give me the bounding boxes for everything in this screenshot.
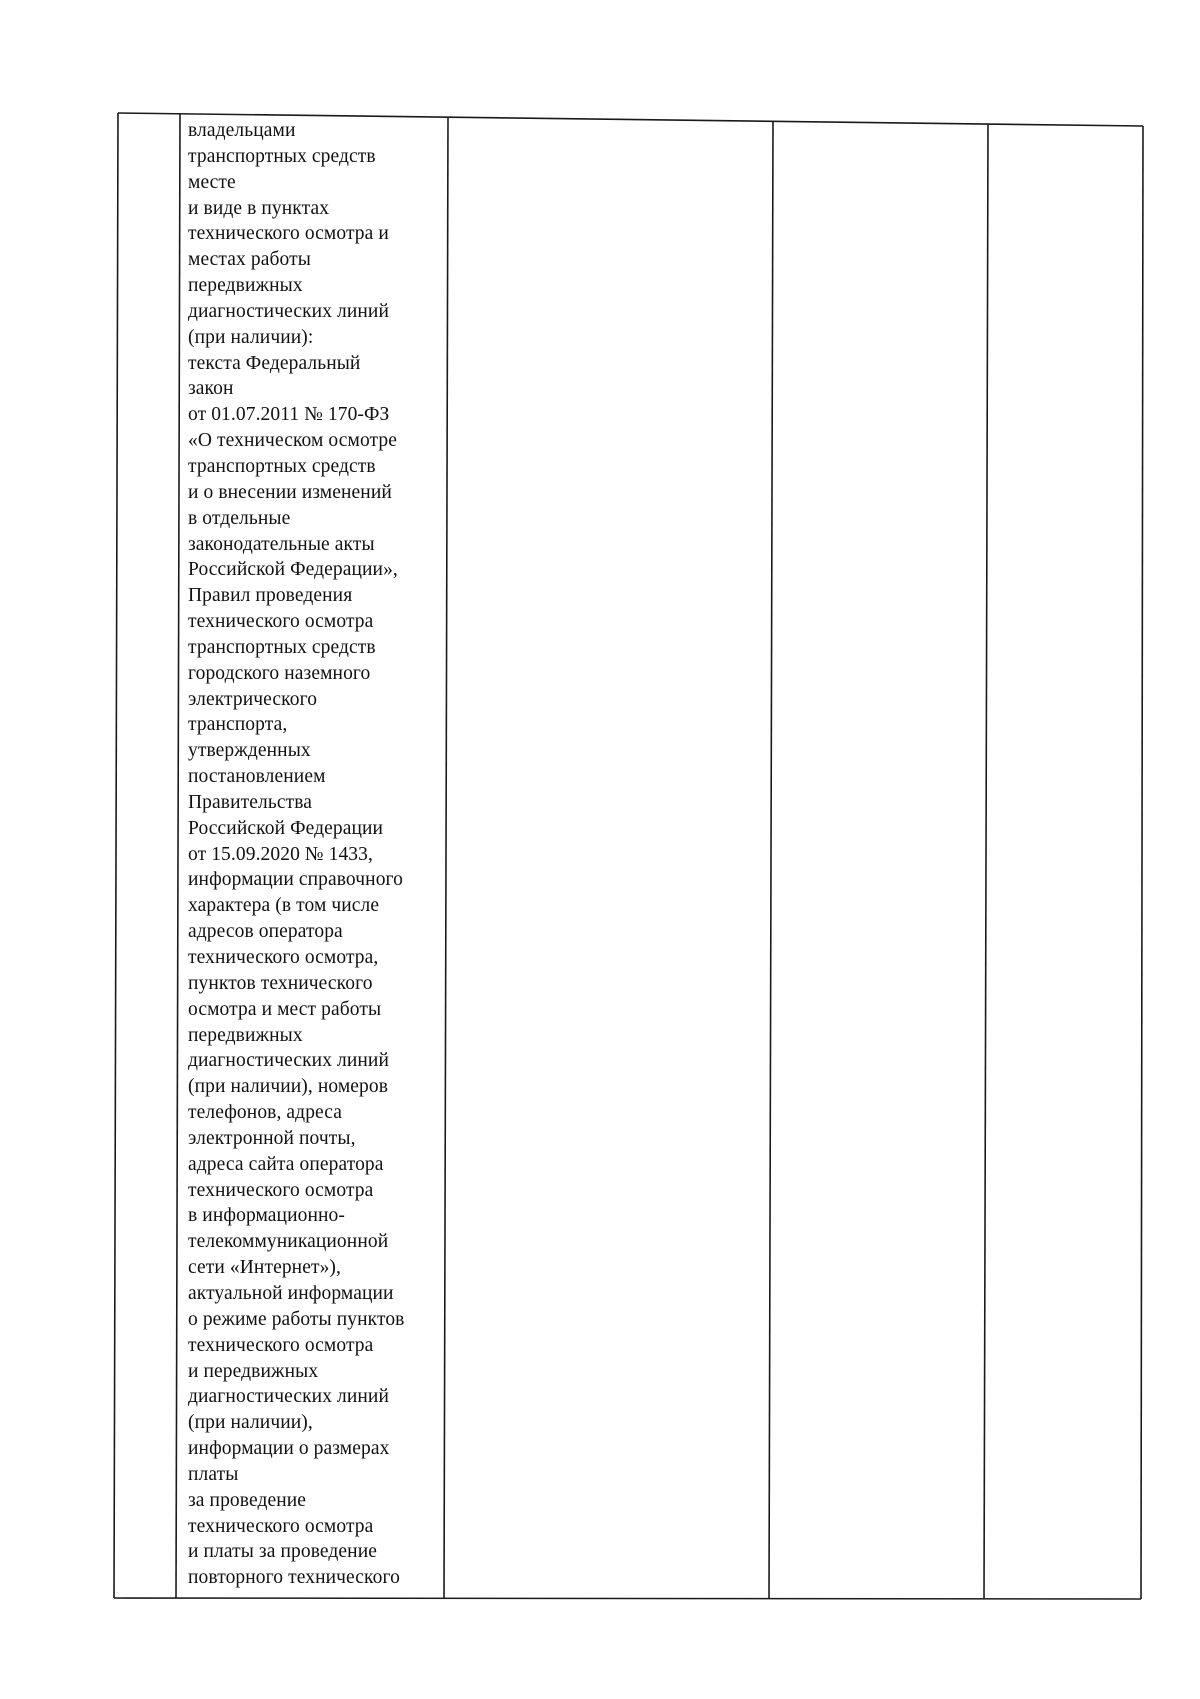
cell-text-line: сети «Интернет»),	[188, 1257, 342, 1279]
cell-text-line: в информационно-	[188, 1205, 345, 1227]
cell-text-line: диагностических линий	[188, 1050, 390, 1072]
cell-text-line: адресов оператора	[188, 921, 343, 943]
cell-text-line: транспортных средств	[188, 455, 376, 477]
cell-text-line: характера (в том числе	[188, 895, 380, 917]
cell-text-line: Правил проведения	[188, 585, 353, 607]
cell-text-line: (при наличии),	[188, 1412, 313, 1434]
cell-text-line: диагностических линий	[188, 1386, 390, 1408]
cell-text-line: утвержденных	[188, 740, 311, 762]
cell-text-line: транспорта,	[188, 714, 288, 736]
cell-text-line: и передвижных	[188, 1360, 319, 1382]
cell-text-line: передвижных	[188, 1024, 303, 1046]
cell-text-line: и виде в пунктах	[188, 197, 330, 219]
cell-text-line: месте	[188, 171, 236, 193]
column-separator-4	[984, 124, 988, 1599]
cell-text-line: местах работы	[188, 249, 311, 271]
cell-text-line: пунктов технического	[188, 972, 373, 994]
cell-text-line: платы	[188, 1463, 239, 1485]
cell-text-line: о режиме работы пунктов	[188, 1308, 405, 1330]
cell-text-line: актуальной информации	[188, 1282, 394, 1304]
cell-text-line: телекоммуникационной	[188, 1231, 389, 1253]
cell-text-line: текста Федеральный	[188, 352, 361, 374]
column-separator-3	[769, 121, 773, 1598]
table-bottom-border	[114, 1598, 1141, 1599]
column-separator-1	[176, 114, 180, 1598]
cell-text-line: за проведение	[188, 1489, 307, 1511]
cell-text-line: от 15.09.2020 № 1433,	[188, 843, 373, 865]
cell-text-line: телефонов, адреса	[188, 1102, 343, 1124]
cell-text-line: «О техническом осмотре	[188, 430, 398, 452]
cell-text-line: и о внесении изменений	[188, 481, 392, 503]
cell-text-line: закон	[188, 378, 234, 400]
cell-text-line: (при наличии), номеров	[188, 1076, 389, 1098]
cell-text-line: информации о размерах	[188, 1438, 390, 1460]
cell-text-line: электрического	[188, 688, 318, 710]
table-left-border	[114, 113, 118, 1598]
cell-text-line: владельцами	[188, 120, 296, 141]
cell-text-line: технического осмотра	[188, 611, 374, 633]
cell-text-line: постановлением	[188, 766, 326, 788]
cell-text-line: информации справочного	[188, 869, 404, 891]
cell-text-line: технического осмотра	[188, 1179, 374, 1201]
cell-text-line: повторного технического	[188, 1567, 400, 1589]
cell-text-line: городского наземного	[188, 662, 371, 684]
cell-text-line: передвижных	[188, 275, 303, 297]
cell-text-line: Правительства	[188, 791, 313, 813]
column-separator-2	[444, 117, 448, 1598]
cell-text-line: технического осмотра	[188, 1334, 374, 1356]
cell-text-line: транспортных средств	[188, 636, 376, 658]
cell-text-line: транспортных средств	[188, 145, 376, 167]
table-cell-text	[188, 118, 438, 1591]
cell-text-line: от 01.07.2011 № 170-ФЗ	[188, 404, 390, 426]
cell-text-line: осмотра и мест работы	[188, 998, 382, 1020]
cell-text-line: законодательные акты	[188, 533, 375, 555]
cell-text-line: диагностических линий	[188, 300, 390, 322]
cell-text-line: (при наличии):	[188, 326, 314, 348]
cell-text-line: Российской Федерации»,	[188, 559, 398, 581]
cell-text-line: и платы за проведение	[188, 1541, 377, 1563]
cell-text-line: технического осмотра	[188, 1515, 374, 1537]
cell-text-line: технического осмотра,	[188, 947, 379, 968]
cell-text-line: электронной почты,	[188, 1127, 356, 1149]
cell-text-line: адреса сайта оператора	[188, 1153, 384, 1175]
cell-text-line: Российской Федерации	[188, 817, 384, 839]
cell-text-line: технического осмотра и	[188, 223, 389, 245]
cell-text-line: в отдельные	[188, 507, 291, 529]
table-right-border	[1141, 126, 1143, 1599]
